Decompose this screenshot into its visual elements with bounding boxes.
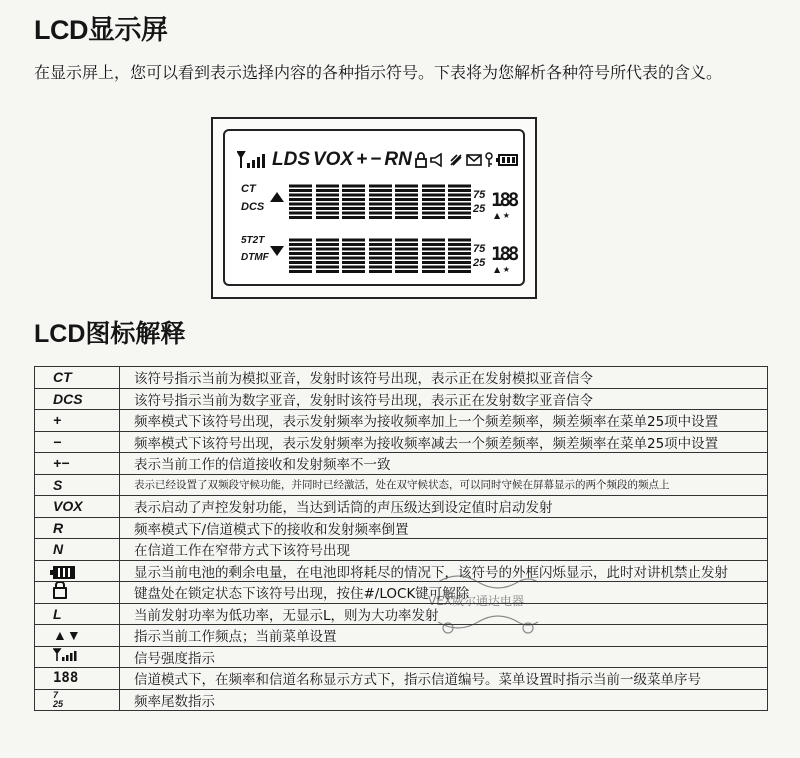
lcd-illustration [211, 117, 537, 299]
dot-matrix-cell [316, 237, 339, 273]
dot-matrix-cell [342, 237, 365, 273]
legend-description: 显示当前电池的剩余电量，在电池即将耗尽的情况下，该符号的外框闪烁显示，此时对讲机禁止发射 [120, 560, 768, 582]
speaker-icon [430, 153, 446, 167]
freq-75-upper: 75 [473, 189, 486, 201]
legend-row [35, 496, 768, 518]
legend-symbol: VOX [35, 496, 120, 518]
legend-row [35, 625, 768, 647]
dcs-tag: DCS [241, 201, 265, 213]
watermark-text: VEX威尔通达电器 [428, 594, 525, 608]
legend-row [35, 388, 768, 410]
page-title: LCD显示屏 [34, 15, 168, 45]
legend-description: 表示已经设置了双频段守候功能，并同时已经激活，处在双守候状态，可以同时守候在屏幕显示的两个频段的频点上 [120, 474, 768, 496]
minus-label: − [370, 149, 382, 170]
legend-description: 该符号指示当前为模拟亚音，发射时该符号出现，表示正在发射模拟亚音信令 [120, 367, 768, 389]
legend-symbol: +− [35, 453, 120, 475]
dot-matrix-cell [422, 183, 445, 219]
legend-symbol [35, 646, 120, 668]
watermark [428, 570, 548, 634]
dot-matrix-cell [422, 237, 445, 273]
freq-digits: 7 25 [53, 689, 64, 709]
intro-paragraph: 在显示屏上，您可以看到表示选择内容的各种指示符号。下表将为您解析各种符号所代表的含义。 [34, 63, 723, 82]
dot-matrix-cell [342, 183, 365, 219]
legend-row [35, 582, 768, 604]
scan-icon [449, 153, 463, 167]
small-arrow-upper-icon: ▲ ★ [494, 211, 510, 220]
legend-symbol: S [35, 474, 120, 496]
small-arrow-lower-icon: ▲ ★ [494, 265, 510, 274]
down-arrow-icon [270, 246, 284, 256]
legend-row [35, 603, 768, 625]
message-icon [466, 154, 482, 166]
legend-symbol: DCS [35, 388, 120, 410]
up-arrow-icon [270, 192, 284, 202]
legend-row [35, 410, 768, 432]
dot-matrix-cell [448, 183, 471, 219]
freq-25-lower: 25 [473, 257, 486, 269]
freq-25-upper: 25 [473, 203, 486, 215]
legend-description: 键盘处在锁定状态下该符号出现，按住#/LOCK键可解除 [120, 582, 768, 604]
legend-row [35, 539, 768, 561]
legend-row [35, 668, 768, 690]
legend-description: 该符号指示当前为数字亚音，发射时该符号出现，表示正在发射数字亚音信令 [120, 388, 768, 410]
legend-row [35, 517, 768, 539]
legend-description: 在信道工作在窄带方式下该符号出现 [120, 539, 768, 561]
lock-icon [53, 587, 67, 599]
legend-description: 表示启动了声控发射功能，当达到话筒的声压级达到设定值时启动发射 [120, 496, 768, 518]
dot-matrix-cell [395, 237, 418, 273]
legend-row [35, 646, 768, 668]
dot-matrix-cell [289, 183, 312, 219]
key-icon [485, 152, 493, 168]
legend-symbol: ▲▼ [35, 625, 120, 647]
dot-matrix-cell [289, 237, 312, 273]
rn-label: RN [384, 149, 412, 170]
5t2t-tag: 5T2T [241, 235, 265, 246]
legend-description: 频率尾数指示 [120, 689, 768, 711]
legend-row [35, 560, 768, 582]
lock-icon [415, 152, 427, 168]
vox-label: VOX [313, 149, 354, 170]
legend-row [35, 431, 768, 453]
channel-upper: 188 [491, 189, 517, 211]
section-title: LCD图标解释 [34, 320, 186, 348]
dot-matrix-cell [395, 183, 418, 219]
battery-icon [53, 566, 75, 579]
channel-lower: 188 [491, 243, 517, 265]
legend-symbol [35, 560, 120, 582]
legend-symbol: R [35, 517, 120, 539]
dot-matrix-cell [369, 237, 392, 273]
battery-icon [496, 154, 518, 166]
legend-row [35, 453, 768, 475]
plus-label: + [356, 149, 368, 170]
signal-icon [237, 151, 269, 169]
signal-icon [53, 648, 79, 662]
legend-description: 频率模式下该符号出现，表示发射频率为接收频率加上一个频差频率，频差频率在菜单25项中设置 [120, 410, 768, 432]
legend-row [35, 474, 768, 496]
lcd-icon-row [237, 147, 518, 173]
legend-row [35, 689, 768, 711]
legend-symbol: − [35, 431, 120, 453]
legend-symbol [35, 689, 120, 711]
legend-symbol: L [35, 603, 120, 625]
legend-symbol: CT [35, 367, 120, 389]
legend-symbol [35, 582, 120, 604]
legend-symbol: 188 [35, 668, 120, 690]
ct-tag: CT [241, 183, 256, 195]
freq-75-lower: 75 [473, 243, 486, 255]
legend-symbol: + [35, 410, 120, 432]
legend-symbol: N [35, 539, 120, 561]
legend-description: 信号强度指示 [120, 646, 768, 668]
legend-description: 频率模式下/信道模式下的接收和发射频率倒置 [120, 517, 768, 539]
legend-description: 信道模式下，在频率和信道名称显示方式下，指示信道编号。菜单设置时指示当前一级菜单序号 [120, 668, 768, 690]
dtmf-tag: DTMF [241, 252, 269, 263]
legend-description: 频率模式下该符号出现，表示发射频率为接收频率减去一个频差频率，频差频率在菜单25项中设置 [120, 431, 768, 453]
legend-description: 表示当前工作的信道接收和发射频率不一致 [120, 453, 768, 475]
legend-description: 当前发射功率为低功率，无显示L，则为大功率发射 [120, 603, 768, 625]
lcd-screen [223, 129, 525, 286]
lds-label: LDS [272, 149, 310, 170]
dot-matrix-cell [369, 183, 392, 219]
dot-matrix-cell [448, 237, 471, 273]
icon-legend-table [34, 366, 768, 711]
legend-row [35, 367, 768, 389]
dot-matrix-cell [316, 183, 339, 219]
legend-description: 指示当前工作频点；当前菜单设置 [120, 625, 768, 647]
